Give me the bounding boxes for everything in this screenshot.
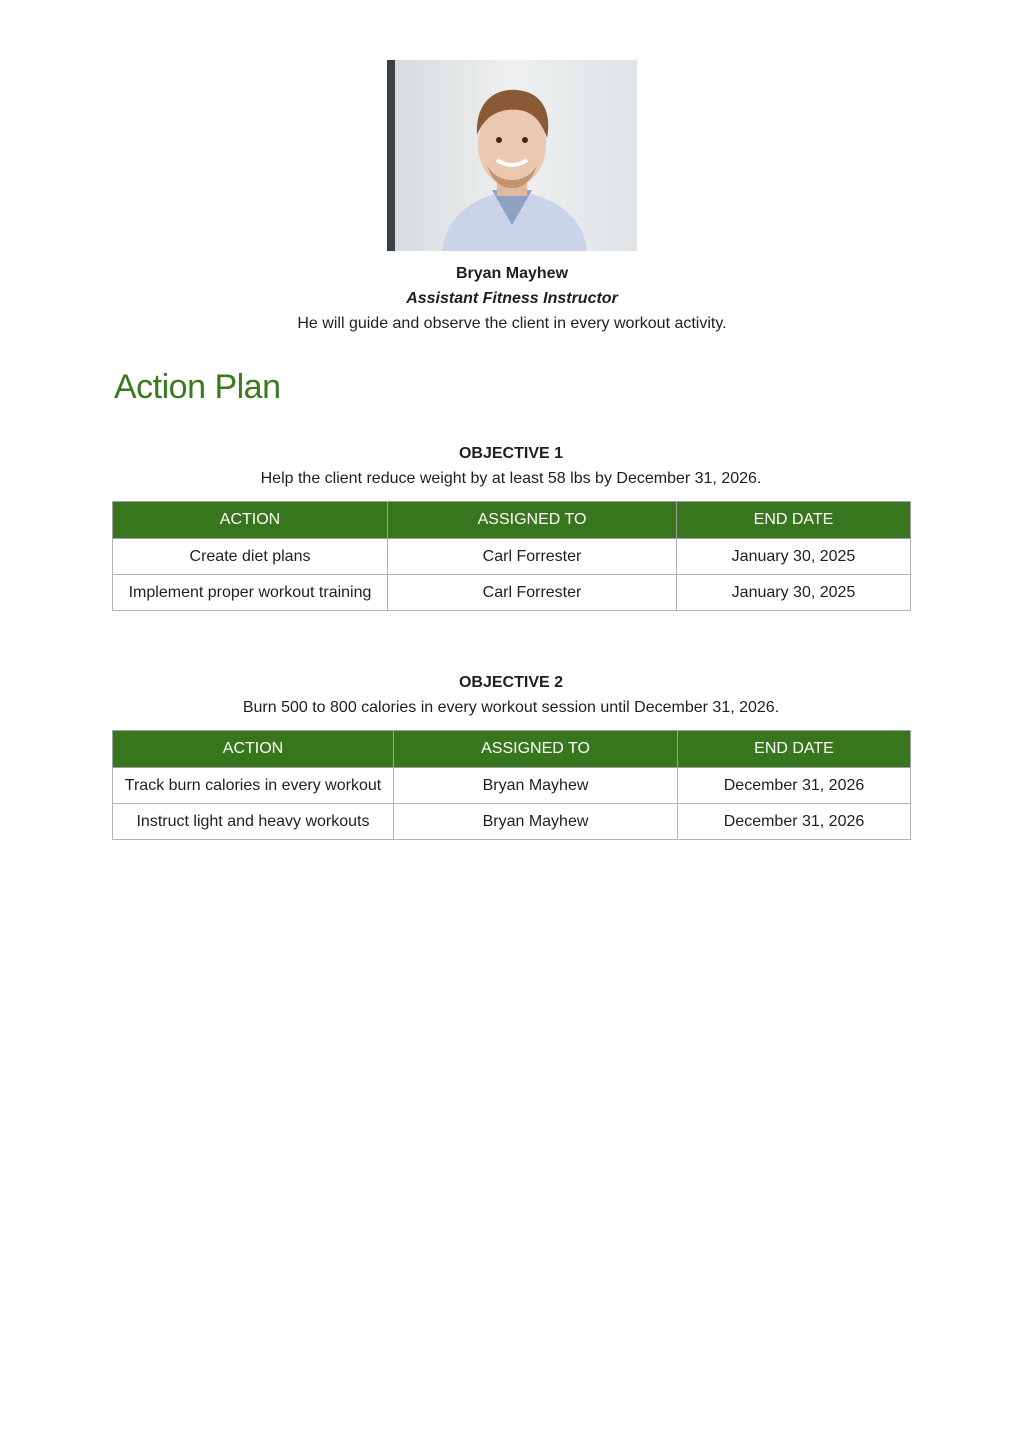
assigned-to-cell: Carl Forrester [388, 539, 677, 575]
profile-name: Bryan Mayhew [455, 265, 569, 282]
column-header-end-date: END DATE [677, 502, 911, 539]
column-header-action: ACTION [113, 502, 388, 539]
table-header-row [113, 731, 911, 768]
profile-role: Assistant Fitness Instructor [406, 290, 618, 307]
table-header-row [113, 502, 911, 539]
profile-block [0, 261, 1024, 336]
action-table [112, 730, 911, 840]
objective-description: Help the client reduce weight by at least 58 lbs by December 31, 2026. [260, 470, 762, 487]
table-row [113, 575, 911, 611]
assigned-to-cell: Carl Forrester [388, 575, 677, 611]
action-cell: Create diet plans [113, 539, 388, 575]
objective-heading: OBJECTIVE 1 [458, 445, 564, 462]
action-cell: Track burn calories in every workout [113, 768, 394, 804]
assigned-to-cell: Bryan Mayhew [394, 804, 678, 840]
column-header-assigned-to: ASSIGNED TO [388, 502, 677, 539]
profile-photo [387, 60, 637, 251]
end-date-cell: December 31, 2026 [678, 804, 911, 840]
column-header-assigned-to: ASSIGNED TO [394, 731, 678, 768]
column-header-end-date: END DATE [678, 731, 911, 768]
action-cell: Instruct light and heavy workouts [113, 804, 394, 840]
end-date-cell: January 30, 2025 [677, 539, 911, 575]
table-row [113, 768, 911, 804]
section-title: Action Plan [114, 368, 281, 406]
table-row [113, 539, 911, 575]
objective-description: Burn 500 to 800 calories in every workout session until December 31, 2026. [242, 699, 780, 716]
column-header-action: ACTION [113, 731, 394, 768]
profile-description: He will guide and observe the client in every workout activity. [297, 315, 727, 332]
end-date-cell: January 30, 2025 [677, 575, 911, 611]
end-date-cell: December 31, 2026 [678, 768, 911, 804]
objective-1 [112, 441, 910, 601]
assigned-to-cell: Bryan Mayhew [394, 768, 678, 804]
action-cell: Implement proper workout training [113, 575, 388, 611]
objective-heading: OBJECTIVE 2 [458, 674, 564, 691]
objective-2 [112, 670, 910, 830]
table-row [113, 804, 911, 840]
action-table [112, 501, 911, 611]
